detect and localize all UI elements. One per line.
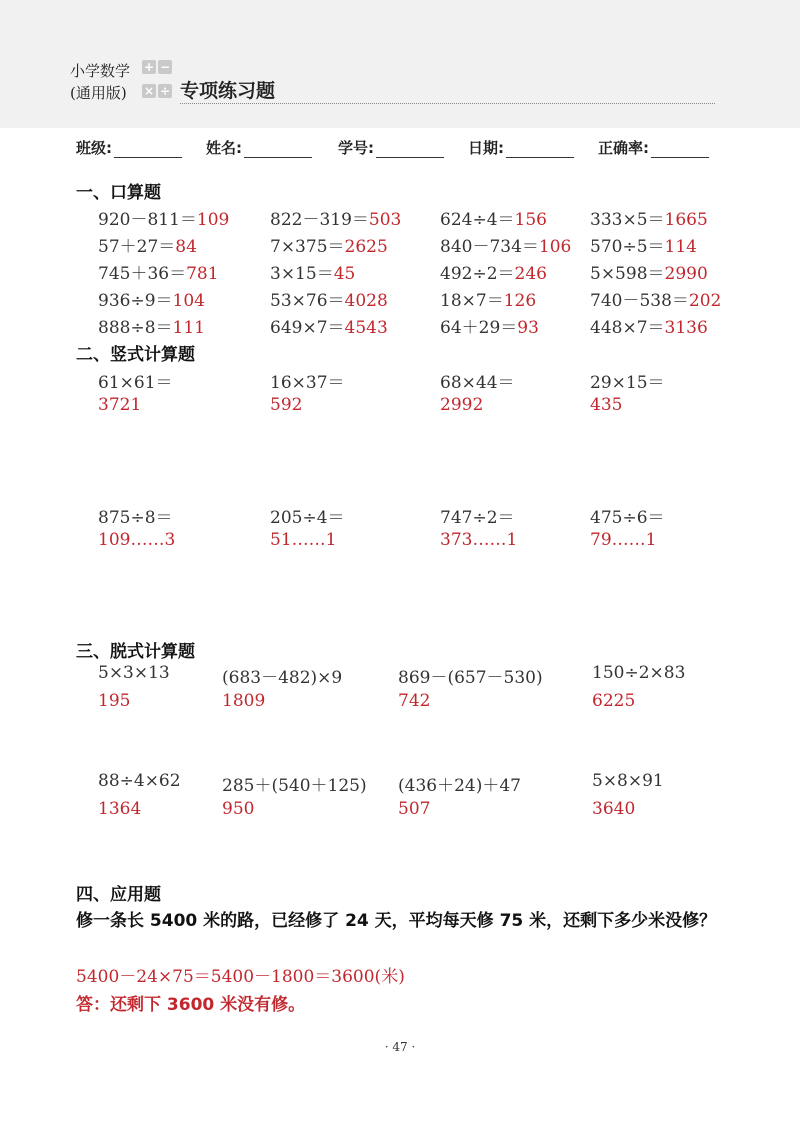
problem-expression: 624÷4＝ [440, 210, 515, 230]
info-label: 日期: [468, 139, 504, 157]
problem-answer: 1364 [98, 799, 142, 819]
problem-item [590, 286, 721, 311]
section-title: 三、脱式计算题 [76, 642, 195, 662]
problem-answer: 106 [538, 237, 572, 257]
section-title: 二、竖式计算题 [76, 345, 195, 365]
info-label: 学号: [338, 139, 374, 157]
problem-expression: 822－319＝ [270, 210, 369, 230]
problem-expression: 57＋27＝ [98, 237, 176, 257]
problem-answer: 111 [172, 318, 205, 338]
info-blank[interactable] [376, 141, 444, 158]
info-label: 姓名: [206, 139, 242, 157]
section-title: 四、应用题 [76, 885, 161, 905]
problem-answer: 781 [186, 264, 219, 284]
problem-expression: 920－811＝ [98, 210, 197, 230]
problem-item [98, 259, 219, 284]
problem-answer: 373……1 [440, 530, 518, 550]
problem-answer: 592 [270, 395, 303, 415]
problem-answer: 51……1 [270, 530, 337, 550]
info-blank[interactable] [651, 141, 709, 158]
problem-item [270, 205, 401, 230]
problem-expression: 448×7＝ [590, 318, 665, 338]
problem-expression: 150÷2×83 [592, 663, 686, 683]
solution: 5400－24×75＝5400－1800＝3600(米) [76, 967, 405, 987]
problem-expression: 869－(657－530) [398, 668, 543, 688]
problem-answer: 3721 [98, 395, 142, 415]
problem-item [98, 232, 197, 257]
problem-answer: 104 [172, 291, 205, 311]
problem-expression: 3×15＝ [270, 264, 334, 284]
multiply-icon: × [143, 84, 155, 98]
problem-answer: 507 [398, 799, 431, 819]
problem-expression: 570÷5＝ [590, 237, 665, 257]
problem-answer: 2990 [664, 264, 708, 284]
brand-line-2: (通用版) [70, 84, 127, 102]
problem-answer: 4028 [344, 291, 388, 311]
problem-item [440, 232, 571, 257]
info-number [338, 137, 444, 158]
problem-expression: 5×598＝ [590, 264, 665, 284]
problem-answer: 2625 [344, 237, 388, 257]
header-divider [180, 103, 715, 104]
info-blank[interactable] [244, 141, 312, 158]
brand [70, 60, 130, 104]
problem-item [98, 205, 229, 230]
problem-item [440, 259, 547, 284]
info-blank[interactable] [506, 141, 574, 158]
problem-answer: 202 [688, 291, 722, 311]
problem-expression: 205÷4＝ [270, 508, 345, 528]
problem-expression: 747÷2＝ [440, 508, 515, 528]
problem-expression: 29×15＝ [590, 373, 665, 393]
problem-answer: 114 [664, 237, 697, 257]
problem-expression: 745＋36＝ [98, 264, 187, 284]
problem-answer: 4543 [344, 318, 388, 338]
problem-expression: 492÷2＝ [440, 264, 515, 284]
book-title: 专项练习题 [180, 80, 276, 102]
problem-answer: 79……1 [590, 530, 657, 550]
problem-expression: 475÷6＝ [590, 508, 665, 528]
problem-answer: 93 [517, 318, 539, 338]
info-date [468, 137, 574, 158]
problem-answer: 742 [398, 691, 431, 711]
problem-answer: 156 [514, 210, 547, 230]
problem-answer: 3640 [592, 799, 636, 819]
problem-item [440, 205, 547, 230]
problem-answer: 6225 [592, 691, 636, 711]
problem-item [590, 232, 697, 257]
problem-expression: 5×8×91 [592, 771, 664, 791]
problem-expression: 7×375＝ [270, 237, 345, 257]
problem-item [440, 313, 539, 338]
problem-answer: 1665 [664, 210, 708, 230]
problem-answer: 246 [514, 264, 547, 284]
problem-item [590, 313, 708, 338]
problem-item [270, 259, 355, 284]
problem-item [98, 286, 205, 311]
problem-answer: 84 [175, 237, 197, 257]
problem-item [590, 259, 708, 284]
problem-item [98, 313, 205, 338]
problem-answer: 1809 [222, 691, 266, 711]
problem-item [590, 205, 708, 230]
problem-expression: 68×44＝ [440, 373, 515, 393]
problem-expression: 16×37＝ [270, 373, 345, 393]
problem-item [270, 232, 388, 257]
problem-expression: 740－538＝ [590, 291, 689, 311]
problem-answer: 3136 [664, 318, 708, 338]
problem-expression: (683－482)×9 [222, 668, 343, 688]
problem-answer: 195 [98, 691, 131, 711]
problem-item [270, 286, 388, 311]
problem-answer: 950 [222, 799, 255, 819]
problem-expression: 840－734＝ [440, 237, 539, 257]
problem-expression: 649×7＝ [270, 318, 345, 338]
problem-expression: 53×76＝ [270, 291, 345, 311]
problem-item [440, 286, 536, 311]
plus-icon: + [143, 60, 155, 74]
problem-answer: 2992 [440, 395, 484, 415]
problem-item [270, 313, 388, 338]
problem-answer: 503 [368, 210, 402, 230]
problem-expression: 5×3×13 [98, 663, 170, 683]
problem-expression: 333×5＝ [590, 210, 665, 230]
info-blank[interactable] [114, 141, 182, 158]
problem-expression: 285＋(540＋125) [222, 776, 367, 796]
problem-expression: (436＋24)＋47 [398, 776, 521, 796]
page-number: · 47 · [384, 1040, 416, 1054]
problem-answer: 109……3 [98, 530, 176, 550]
problem-answer: 45 [333, 264, 356, 284]
answer-sentence: 答：还剩下 3600 米没有修。 [76, 995, 306, 1015]
info-name [206, 137, 312, 158]
info-label: 正确率: [598, 139, 649, 157]
problem-expression: 61×61＝ [98, 373, 173, 393]
problem-expression: 888÷8＝ [98, 318, 173, 338]
minus-icon: − [159, 60, 171, 74]
info-class [76, 137, 182, 158]
problem-expression: 875÷8＝ [98, 508, 173, 528]
info-label: 班级: [76, 139, 112, 157]
brand-line-1: 小学数学 [70, 62, 131, 80]
operator-logo [142, 60, 174, 104]
info-accuracy [598, 137, 709, 158]
problem-expression: 64＋29＝ [440, 318, 518, 338]
problem-answer: 109 [196, 210, 230, 230]
divide-icon: ÷ [159, 84, 171, 98]
problem-answer: 126 [503, 291, 537, 311]
problem-answer: 435 [590, 395, 623, 415]
problem-expression: 936÷9＝ [98, 291, 173, 311]
problem-expression: 88÷4×62 [98, 771, 181, 791]
section-title: 一、口算题 [76, 183, 161, 203]
problem-expression: 18×7＝ [440, 291, 504, 311]
word-problem: 修一条长 5400 米的路，已经修了 24 天，平均每天修 75 米，还剩下多少米没修？ [76, 911, 717, 931]
